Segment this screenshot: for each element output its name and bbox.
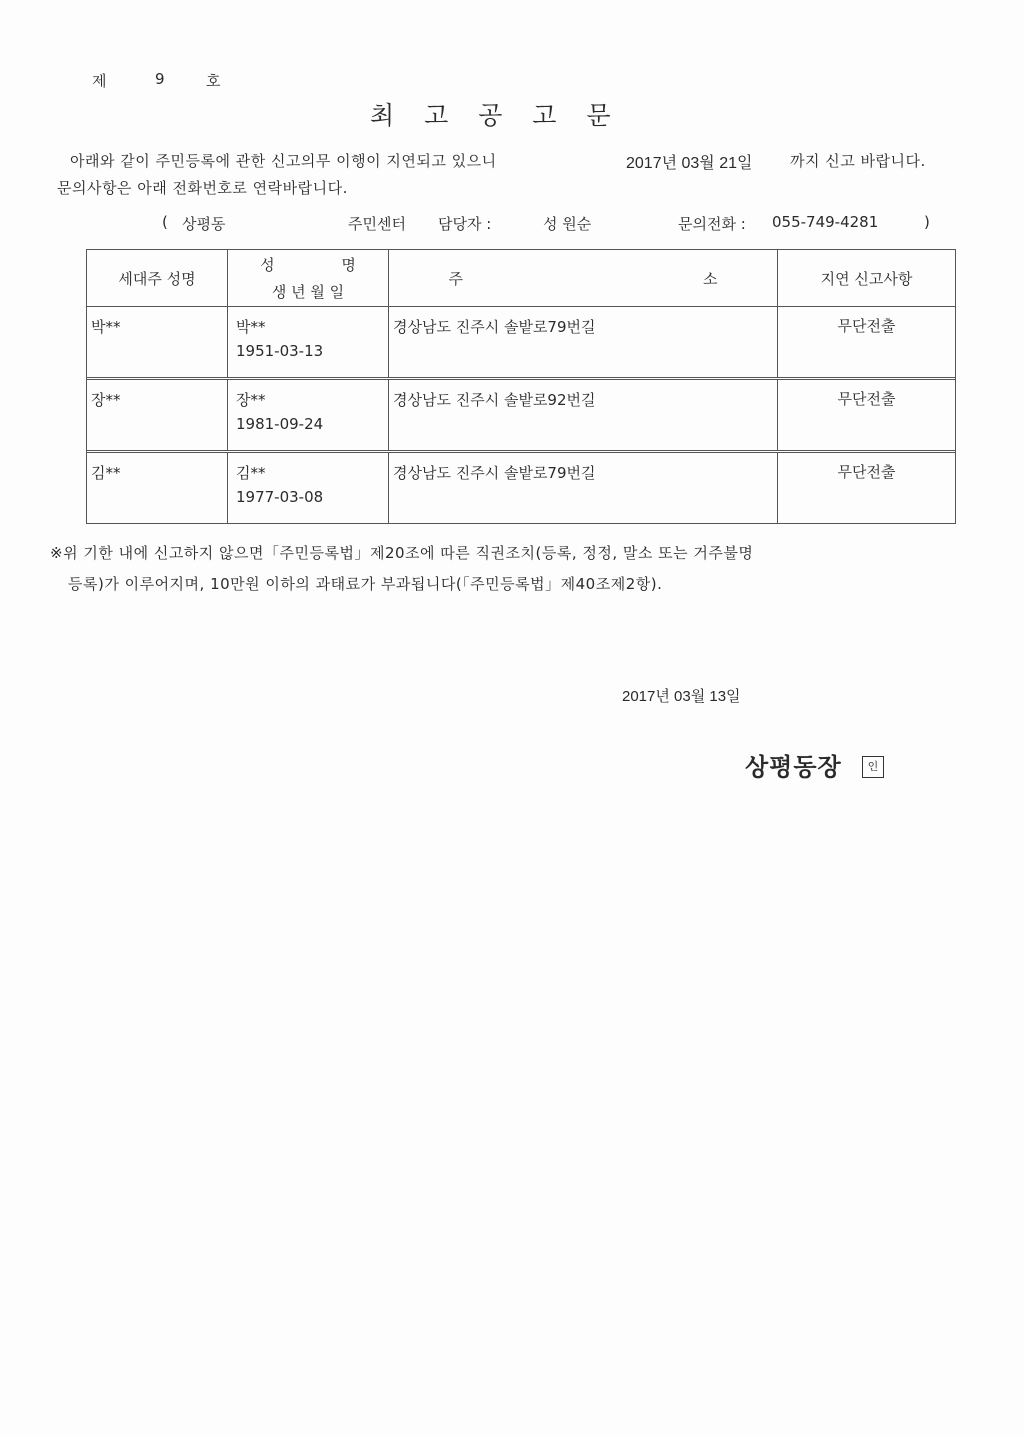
notice-line-2: 등록)가 이루어지며, 10만원 이하의 과태료가 부과됩니다(「주민등록법」제40조제2항). <box>68 575 663 593</box>
cell-address <box>389 380 778 451</box>
table-row <box>87 453 956 524</box>
resident-name: 김** <box>236 464 266 482</box>
birth-date: 1977-03-08 <box>236 488 324 506</box>
address-text: 경상남도 진주시 솔밭로79번길 <box>393 464 596 482</box>
householder-text: 장** <box>91 391 121 409</box>
header-delay: 지연 신고사항 <box>778 250 956 307</box>
name-birth-text <box>228 380 388 436</box>
issue-number-suffix: 호 <box>206 72 221 90</box>
intro-until-text: 까지 신고 바랍니다. <box>790 152 926 170</box>
notice-line-1: ※위 기한 내에 신고하지 않으면「주민등록법」제20조에 따른 직권조치(등록, 정정, 말소 또는 거주불명 <box>50 544 754 562</box>
name-birth-text <box>228 453 388 509</box>
contact-center: 주민센터 <box>348 215 406 233</box>
reason-text: 무단전출 <box>837 390 896 408</box>
signer-title: 상평동장 <box>745 753 842 781</box>
resident-name: 장** <box>236 391 266 409</box>
address-text: 경상남도 진주시 솔밭로92번길 <box>393 391 596 409</box>
cell-reason <box>778 380 956 451</box>
contact-close-paren: ) <box>924 213 930 231</box>
contact-staff-name: 성 원순 <box>543 215 592 233</box>
cell-householder <box>87 380 228 451</box>
cell-name-birth <box>228 380 389 451</box>
issue-date: 2017년 03월 13일 <box>622 688 741 705</box>
cell-name-birth <box>228 453 389 524</box>
cell-householder <box>87 307 228 378</box>
intro-line-2: 문의사항은 아래 전화번호로 연락바랍니다. <box>57 179 348 197</box>
official-seal: 인 <box>862 756 884 778</box>
reason-text: 무단전출 <box>837 463 896 481</box>
issue-number-prefix: 제 <box>92 72 107 90</box>
cell-address <box>389 453 778 524</box>
header-householder: 세대주 성명 <box>87 250 228 307</box>
issue-number: 9 <box>155 70 165 88</box>
table-row <box>87 380 956 451</box>
contact-office: 상평동 <box>182 215 226 233</box>
deadline-date: 2017년 03월 21일 <box>626 155 753 172</box>
birth-date: 1981-09-24 <box>236 415 324 433</box>
contact-phone: 055-749-4281 <box>772 213 879 231</box>
cell-householder <box>87 453 228 524</box>
resident-name: 박** <box>236 318 266 336</box>
householder-text: 김** <box>91 464 121 482</box>
header-address <box>389 250 778 307</box>
delinquent-table <box>86 249 956 524</box>
cell-address <box>389 307 778 378</box>
name-birth-text <box>228 307 388 363</box>
intro-line-1: 아래와 같이 주민등록에 관한 신고의무 이행이 지연되고 있으니 <box>70 152 497 170</box>
householder-text: 박** <box>91 318 121 336</box>
cell-name-birth <box>228 307 389 378</box>
table-row <box>87 307 956 378</box>
cell-reason <box>778 307 956 378</box>
contact-open-paren: ( <box>162 213 168 231</box>
table-header-row <box>87 250 956 307</box>
header-address-2: 소 <box>703 269 718 288</box>
birth-date: 1951-03-13 <box>236 342 324 360</box>
header-address-1: 주 <box>448 269 463 288</box>
contact-phone-label: 문의전화 : <box>678 215 746 233</box>
reason-text: 무단전출 <box>837 317 896 335</box>
header-name-birth <box>228 250 389 307</box>
header-name: 성 명 <box>260 256 356 274</box>
cell-reason <box>778 453 956 524</box>
document-title: 최 고 공 고 문 <box>370 101 611 130</box>
header-birth: 생 년 월 일 <box>271 283 345 301</box>
address-text: 경상남도 진주시 솔밭로79번길 <box>393 318 596 336</box>
contact-staff-label: 담당자 : <box>438 215 492 233</box>
